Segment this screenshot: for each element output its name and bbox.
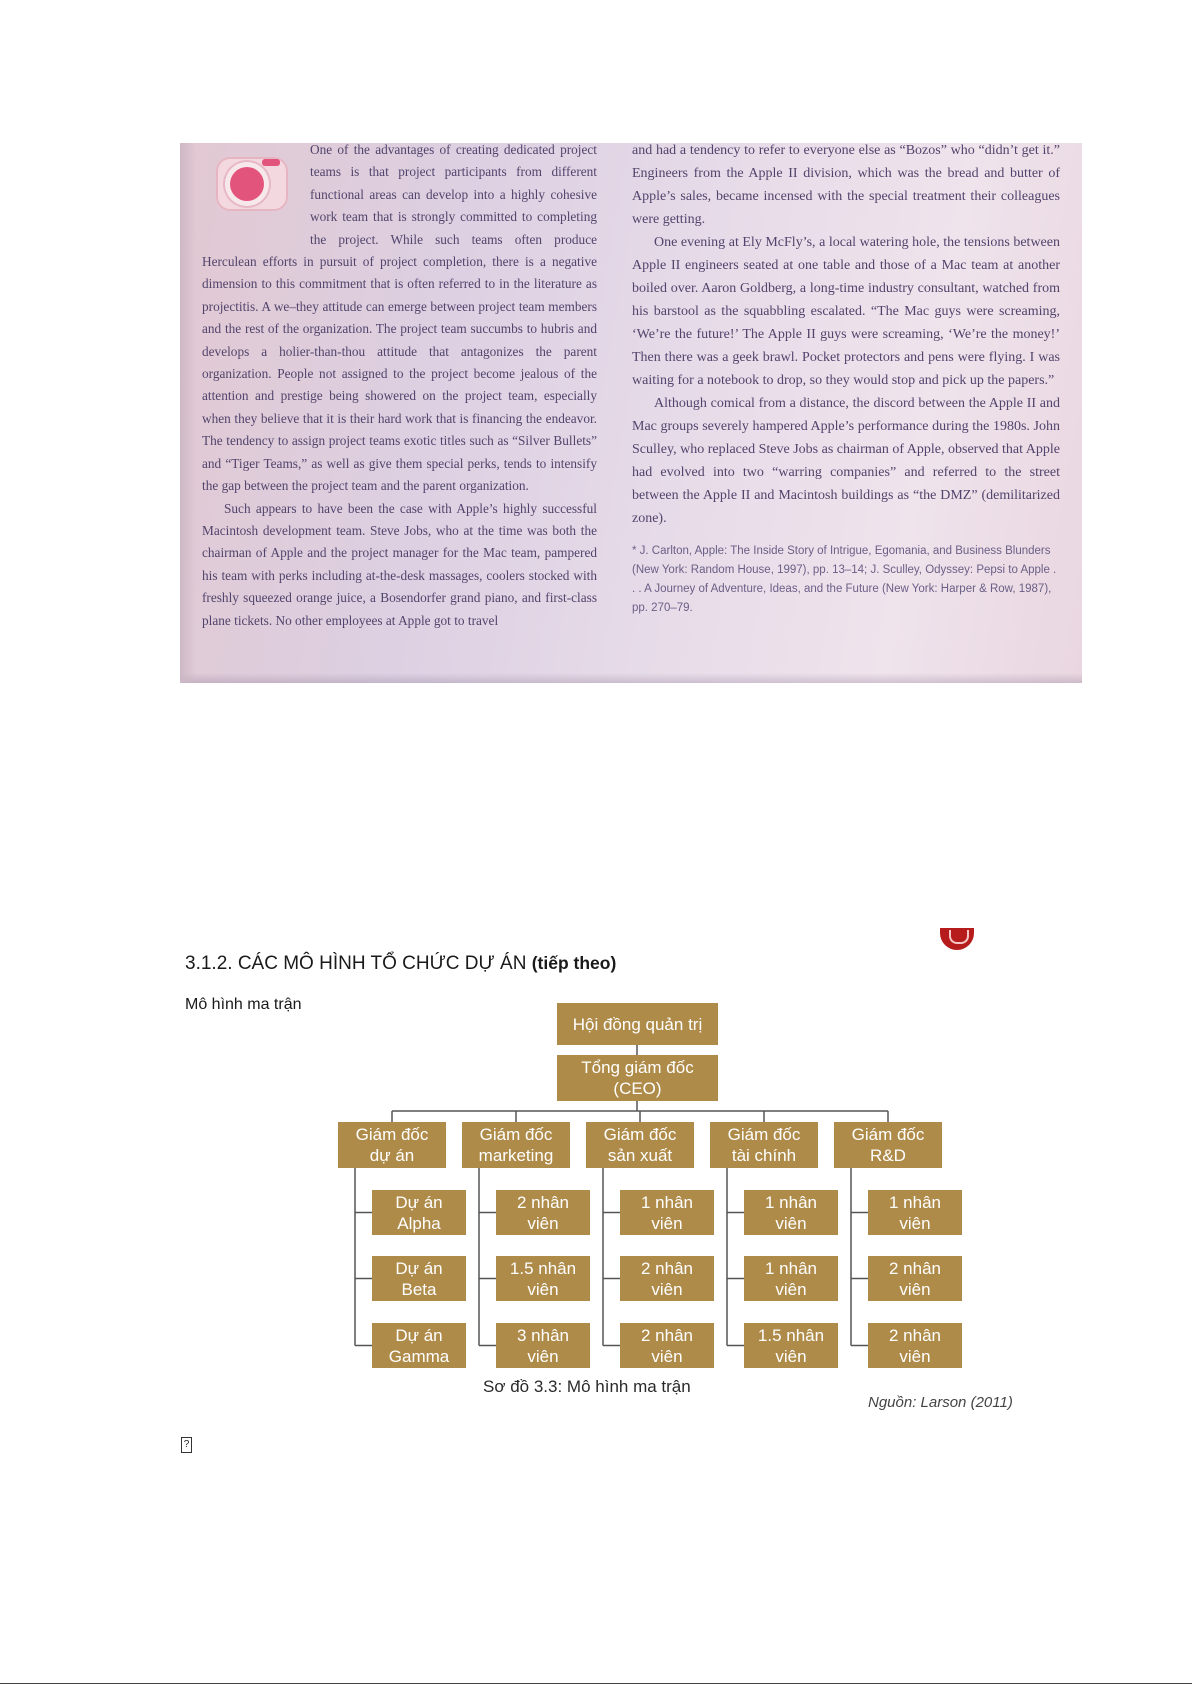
diagram-caption: Sơ đồ 3.3: Mô hình ma trận — [483, 1377, 691, 1396]
director-box: Giám đốc marketing — [462, 1122, 570, 1168]
member-box: 2 nhân viên — [620, 1323, 714, 1368]
member-box: Dự án Gamma — [372, 1323, 466, 1368]
member-box: Dự án Alpha — [372, 1190, 466, 1235]
member-box: 1 nhân viên — [620, 1190, 714, 1235]
member-box: 2 nhân viên — [868, 1256, 962, 1301]
member-box: 1 nhân viên — [744, 1256, 838, 1301]
diagram-source: Nguồn: Larson (2011) — [868, 1394, 1013, 1411]
page-bottom-rule — [0, 1683, 1192, 1684]
member-box: 1 nhân viên — [868, 1190, 962, 1235]
book-right-paragraph-1: and had a tendency to refer to everyone else as “Bozos” who “didn’t get it.” Engineers from the Apple II division, which was the bread and butter of Apple’s sales, became incensed with the special treatment their colleagues were getting. — [632, 143, 1060, 227]
member-box: 1.5 nhân viên — [744, 1323, 838, 1368]
member-box: 3 nhân viên — [496, 1323, 590, 1368]
member-box: 1 nhân viên — [744, 1190, 838, 1235]
slide-heading-main: 3.1.2. CÁC MÔ HÌNH TỔ CHỨC DỰ ÁN — [185, 953, 532, 974]
book-right-paragraph-3: Although comical from a distance, the discord between the Apple II and Mac groups severely hampered Apple’s performance during the 1980s. John Sculley, who replaced Steve Jobs as chairman of Apple, observed that Apple had evolved into two “warring companies” and referred to the street between the Apple II and Macintosh buildings as “the DMZ” (demilitarized zone). — [632, 396, 1060, 526]
director-box: Giám đốc tài chính — [710, 1122, 818, 1168]
member-box: 2 nhân viên — [496, 1190, 590, 1235]
book-left-paragraph-1: One of the advantages of creating dedicated project teams is that project participants from different functional areas can develop into a highly cohesive work team that is strongly committed to completing the project. While such teams often produce Herculean efforts in pursuit of project completion, there is a negative dimension to this commitment that is often referred to in the literature as projectitis. A we–they attitude can emerge between project team members and the rest of the organization. The project team succumbs to hubris and develops a holier-than-thou attitude that antagonizes the parent organization. People not assigned to the project become jealous of the attention and prestige being showered on the project team, especially when they believe that it is their hard work that is financing the endeavor. The tendency to assign project teams exotic titles such as “Silver Bullets” and “Tiger Teams,” as well as give them special perks, tends to intensify the gap between the project team and the parent organization. — [202, 143, 597, 494]
slide-subtitle: Mô hình ma trận — [185, 996, 302, 1013]
book-left-paragraph-2: Such appears to have been the case with Apple’s highly successful Macintosh development team. Steve Jobs, who at the time was both the chairman of Apple and the project manager for the Mac team, pampered his team with perks including at-the-desk massages, coolers stocked with freshly squeezed orange juice, a Bosendorfer grand piano, and first-class plane tickets. No other employees at Apple got to travel — [202, 500, 597, 628]
member-box: 2 nhân viên — [620, 1256, 714, 1301]
board-box: Hội đồng quản trị — [557, 1003, 718, 1045]
book-right-paragraph-2: One evening at Ely McFly’s, a local watering hole, the tensions between Apple II engineers seated at one table and those of a Mac team at another boiled over. Aaron Goldberg, a long-time industry consultant, watched from his barstool as the squabbling escalated. “The Mac guys were screaming, ‘We’re the future!’ The Apple II guys were screaming, ‘We’re the money!’ Then there was a geek brawl. Pocket protectors and pens were flying. I was waiting for a notebook to drop, so they would stop and pick up the papers.” — [632, 235, 1060, 388]
ceo-box: Tổng giám đốc (CEO) — [557, 1055, 718, 1101]
director-box: Giám đốc R&D — [834, 1122, 942, 1168]
member-box: 1.5 nhân viên — [496, 1256, 590, 1301]
director-box: Giám đốc sản xuất — [586, 1122, 694, 1168]
member-box: Dự án Beta — [372, 1256, 466, 1301]
director-box: Giám đốc dự án — [338, 1122, 446, 1168]
slide-heading-sub: (tiếp theo) — [531, 953, 617, 973]
member-box: 2 nhân viên — [868, 1323, 962, 1368]
book-footnote: * J. Carlton, Apple: The Inside Story of Intrigue, Egomania, and Business Blunders (New York: Random House, 1997), pp. 13–14; J. Sculley, Odyssey: Pepsi to Apple . . . A Journey of Adventure, Ideas, and the Future (New York: Harper & Row, 1987), pp. 270–79. — [632, 545, 1057, 614]
missing-glyph-icon: ? — [181, 1437, 192, 1453]
